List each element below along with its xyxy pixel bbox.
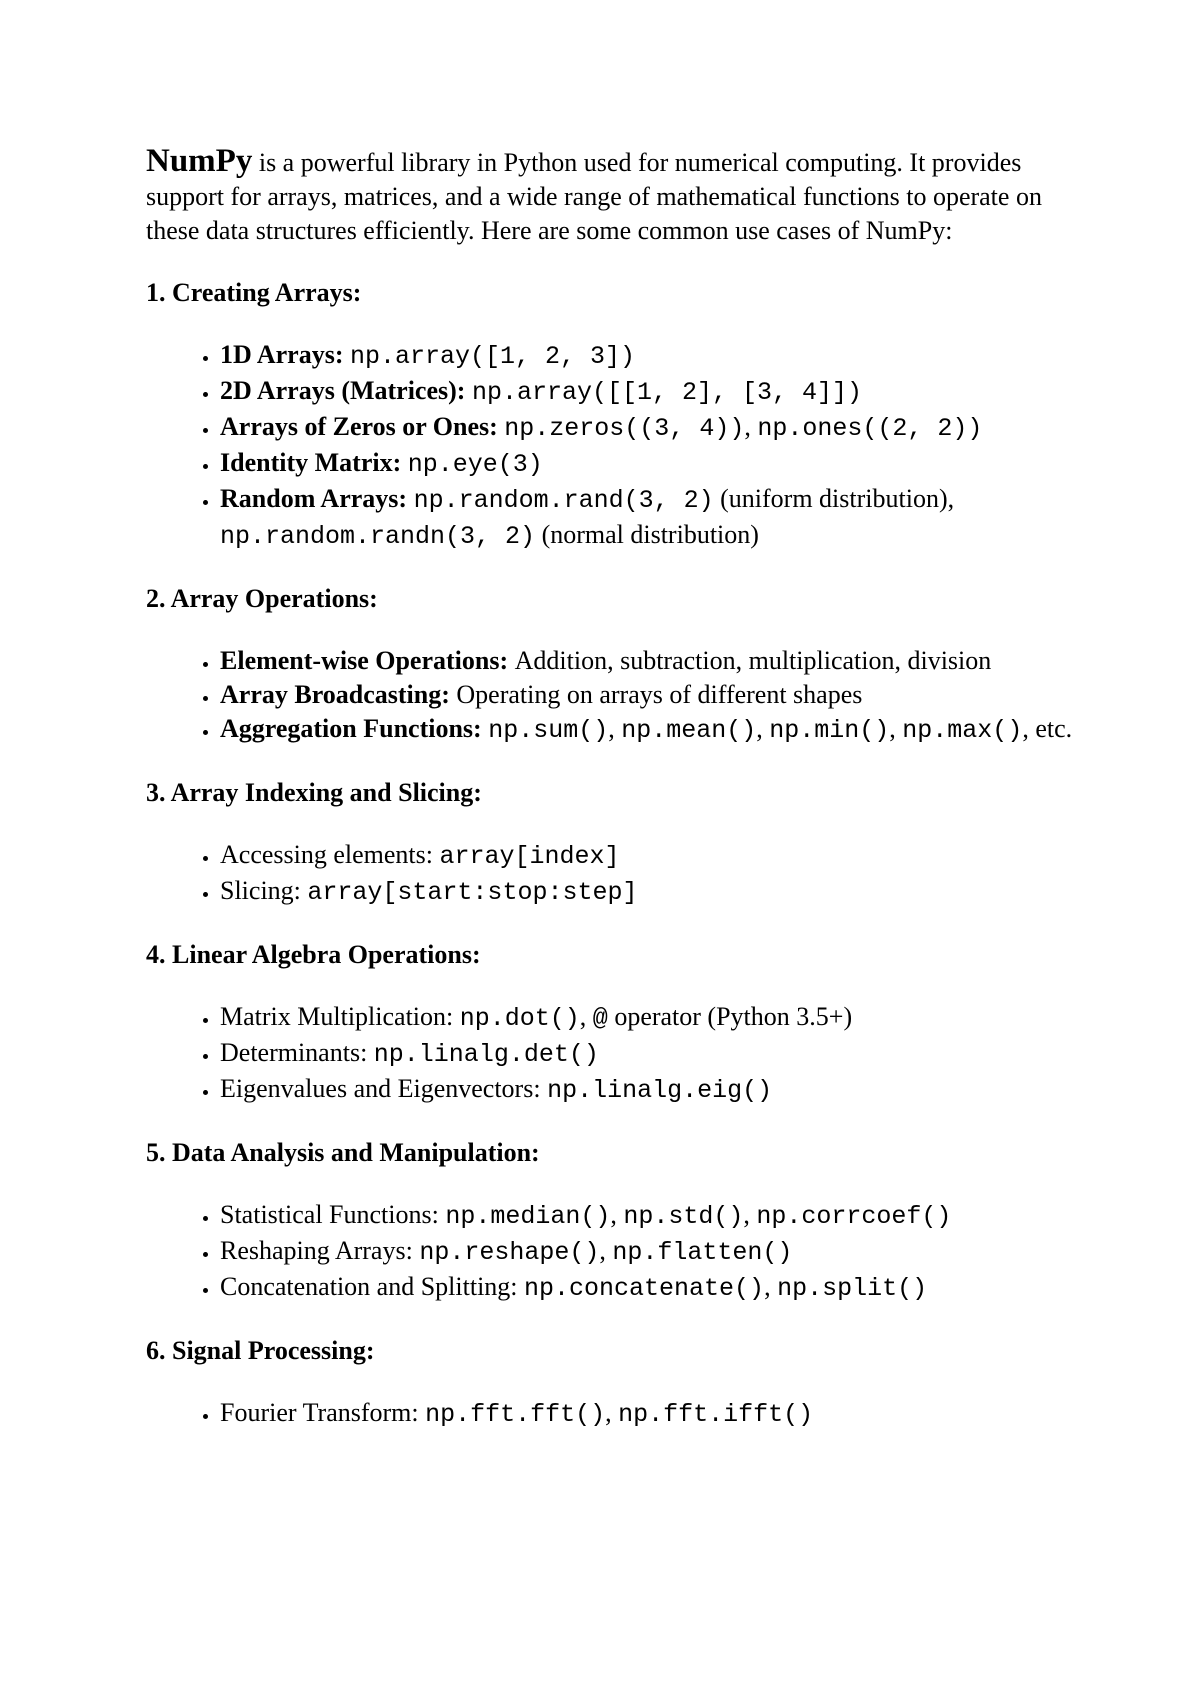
- section-heading: 6. Signal Processing:: [146, 1336, 375, 1365]
- list-item: [220, 1396, 1076, 1432]
- list-item: [220, 678, 1076, 712]
- item-text: ,: [579, 1002, 593, 1031]
- code-snippet: np.fft.fft(): [425, 1400, 606, 1429]
- item-text: operator (Python 3.5+): [607, 1002, 853, 1031]
- code-snippet: np.random.rand(3, 2): [413, 486, 714, 515]
- code-snippet: np.sum(): [488, 716, 609, 745]
- item-text: ,: [743, 1200, 757, 1229]
- list-item: [220, 446, 1076, 482]
- item-text: (normal distribution): [535, 520, 759, 549]
- code-snippet: np.flatten(): [612, 1238, 793, 1267]
- bullet-list: [146, 838, 1076, 910]
- code-snippet: np.reshape(): [419, 1238, 600, 1267]
- section-heading: 5. Data Analysis and Manipulation:: [146, 1138, 540, 1167]
- code-snippet: np.array([1, 2, 3]): [349, 342, 636, 371]
- intro-paragraph: [146, 144, 1076, 248]
- code-snippet: np.random.randn(3, 2): [220, 522, 536, 551]
- item-text: Concatenation and Splitting:: [220, 1272, 525, 1301]
- item-text: Statistical Functions:: [220, 1200, 446, 1229]
- code-snippet: np.ones((2, 2)): [757, 414, 983, 443]
- item-text: ,: [608, 714, 622, 743]
- section-heading: 1. Creating Arrays:: [146, 278, 362, 307]
- list-item: [220, 1036, 1076, 1072]
- item-label: Arrays of Zeros or Ones:: [220, 412, 505, 441]
- item-text: Operating on arrays of different shapes: [456, 680, 863, 709]
- code-snippet: np.fft.ifft(): [618, 1400, 814, 1429]
- item-text: Matrix Multiplication:: [220, 1002, 460, 1031]
- code-snippet: np.dot(): [459, 1004, 580, 1033]
- item-text: , etc.: [1022, 714, 1073, 743]
- item-text: ,: [756, 714, 770, 743]
- bullet-list: [146, 1198, 1076, 1306]
- code-snippet: np.min(): [769, 716, 890, 745]
- document-body: [146, 144, 1076, 1432]
- sections-container: [146, 276, 1076, 1432]
- item-text: Slicing:: [220, 876, 308, 905]
- code-snippet: np.concatenate(): [524, 1274, 765, 1303]
- intro-brand: NumPy: [146, 143, 253, 179]
- item-text: Eigenvalues and Eigenvectors:: [220, 1074, 548, 1103]
- section-heading: 4. Linear Algebra Operations:: [146, 940, 481, 969]
- item-text: ,: [764, 1272, 778, 1301]
- section-heading: 2. Array Operations:: [146, 584, 378, 613]
- list-item: [220, 838, 1076, 874]
- list-item: [220, 644, 1076, 678]
- code-snippet: np.std(): [623, 1202, 744, 1231]
- item-label: Aggregation Functions:: [220, 714, 489, 743]
- item-label: 1D Arrays:: [220, 340, 350, 369]
- item-label: 2D Arrays (Matrices):: [220, 376, 472, 405]
- intro-text: is a powerful library in Python used for numerical computing. It provides support for arrays, matrices, and a wide range of mathematical functions to operate on these data structures efficiently. Here are some common use cases of NumPy:: [146, 148, 1042, 245]
- item-text: Determinants:: [220, 1038, 374, 1067]
- list-item: [220, 338, 1076, 374]
- item-text: Accessing elements:: [220, 840, 440, 869]
- item-text: ,: [599, 1236, 613, 1265]
- item-label: Random Arrays:: [220, 484, 414, 513]
- item-text: Addition, subtraction, multiplication, division: [514, 646, 992, 675]
- code-snippet: np.corrcoef(): [756, 1202, 952, 1231]
- list-item: [220, 712, 1076, 748]
- bullet-list: [146, 1396, 1076, 1432]
- list-item: [220, 374, 1076, 410]
- section-heading: 3. Array Indexing and Slicing:: [146, 778, 482, 807]
- item-text: ,: [744, 412, 758, 441]
- list-item: [220, 1270, 1076, 1306]
- item-text: ,: [889, 714, 903, 743]
- code-snippet: np.linalg.eig(): [547, 1076, 773, 1105]
- code-snippet: np.linalg.det(): [373, 1040, 599, 1069]
- code-snippet: np.median(): [445, 1202, 611, 1231]
- bullet-list: [146, 338, 1076, 554]
- code-snippet: array[start:stop:step]: [307, 878, 638, 907]
- item-label: Element-wise Operations:: [220, 646, 515, 675]
- code-snippet: np.split(): [777, 1274, 928, 1303]
- list-item: [220, 1234, 1076, 1270]
- list-item: [220, 1198, 1076, 1234]
- list-item: [220, 1072, 1076, 1108]
- item-label: Identity Matrix:: [220, 448, 408, 477]
- item-text: Reshaping Arrays:: [220, 1236, 420, 1265]
- code-snippet: array[index]: [439, 842, 620, 871]
- list-item: [220, 1000, 1076, 1036]
- code-snippet: np.zeros((3, 4)): [504, 414, 745, 443]
- code-snippet: np.array([[1, 2], [3, 4]]): [471, 378, 863, 407]
- bullet-list: [146, 1000, 1076, 1108]
- item-text: (uniform distribution),: [713, 484, 955, 513]
- list-item: [220, 410, 1076, 446]
- code-snippet: np.eye(3): [407, 450, 543, 479]
- item-text: Fourier Transform:: [220, 1398, 426, 1427]
- code-snippet: np.mean(): [621, 716, 757, 745]
- item-label: Array Broadcasting:: [220, 680, 457, 709]
- item-text: ,: [610, 1200, 624, 1229]
- item-text: ,: [605, 1398, 619, 1427]
- list-item: [220, 874, 1076, 910]
- code-snippet: np.max(): [902, 716, 1023, 745]
- bullet-list: [146, 644, 1076, 748]
- list-item: [220, 482, 1076, 554]
- code-snippet: @: [592, 1004, 608, 1033]
